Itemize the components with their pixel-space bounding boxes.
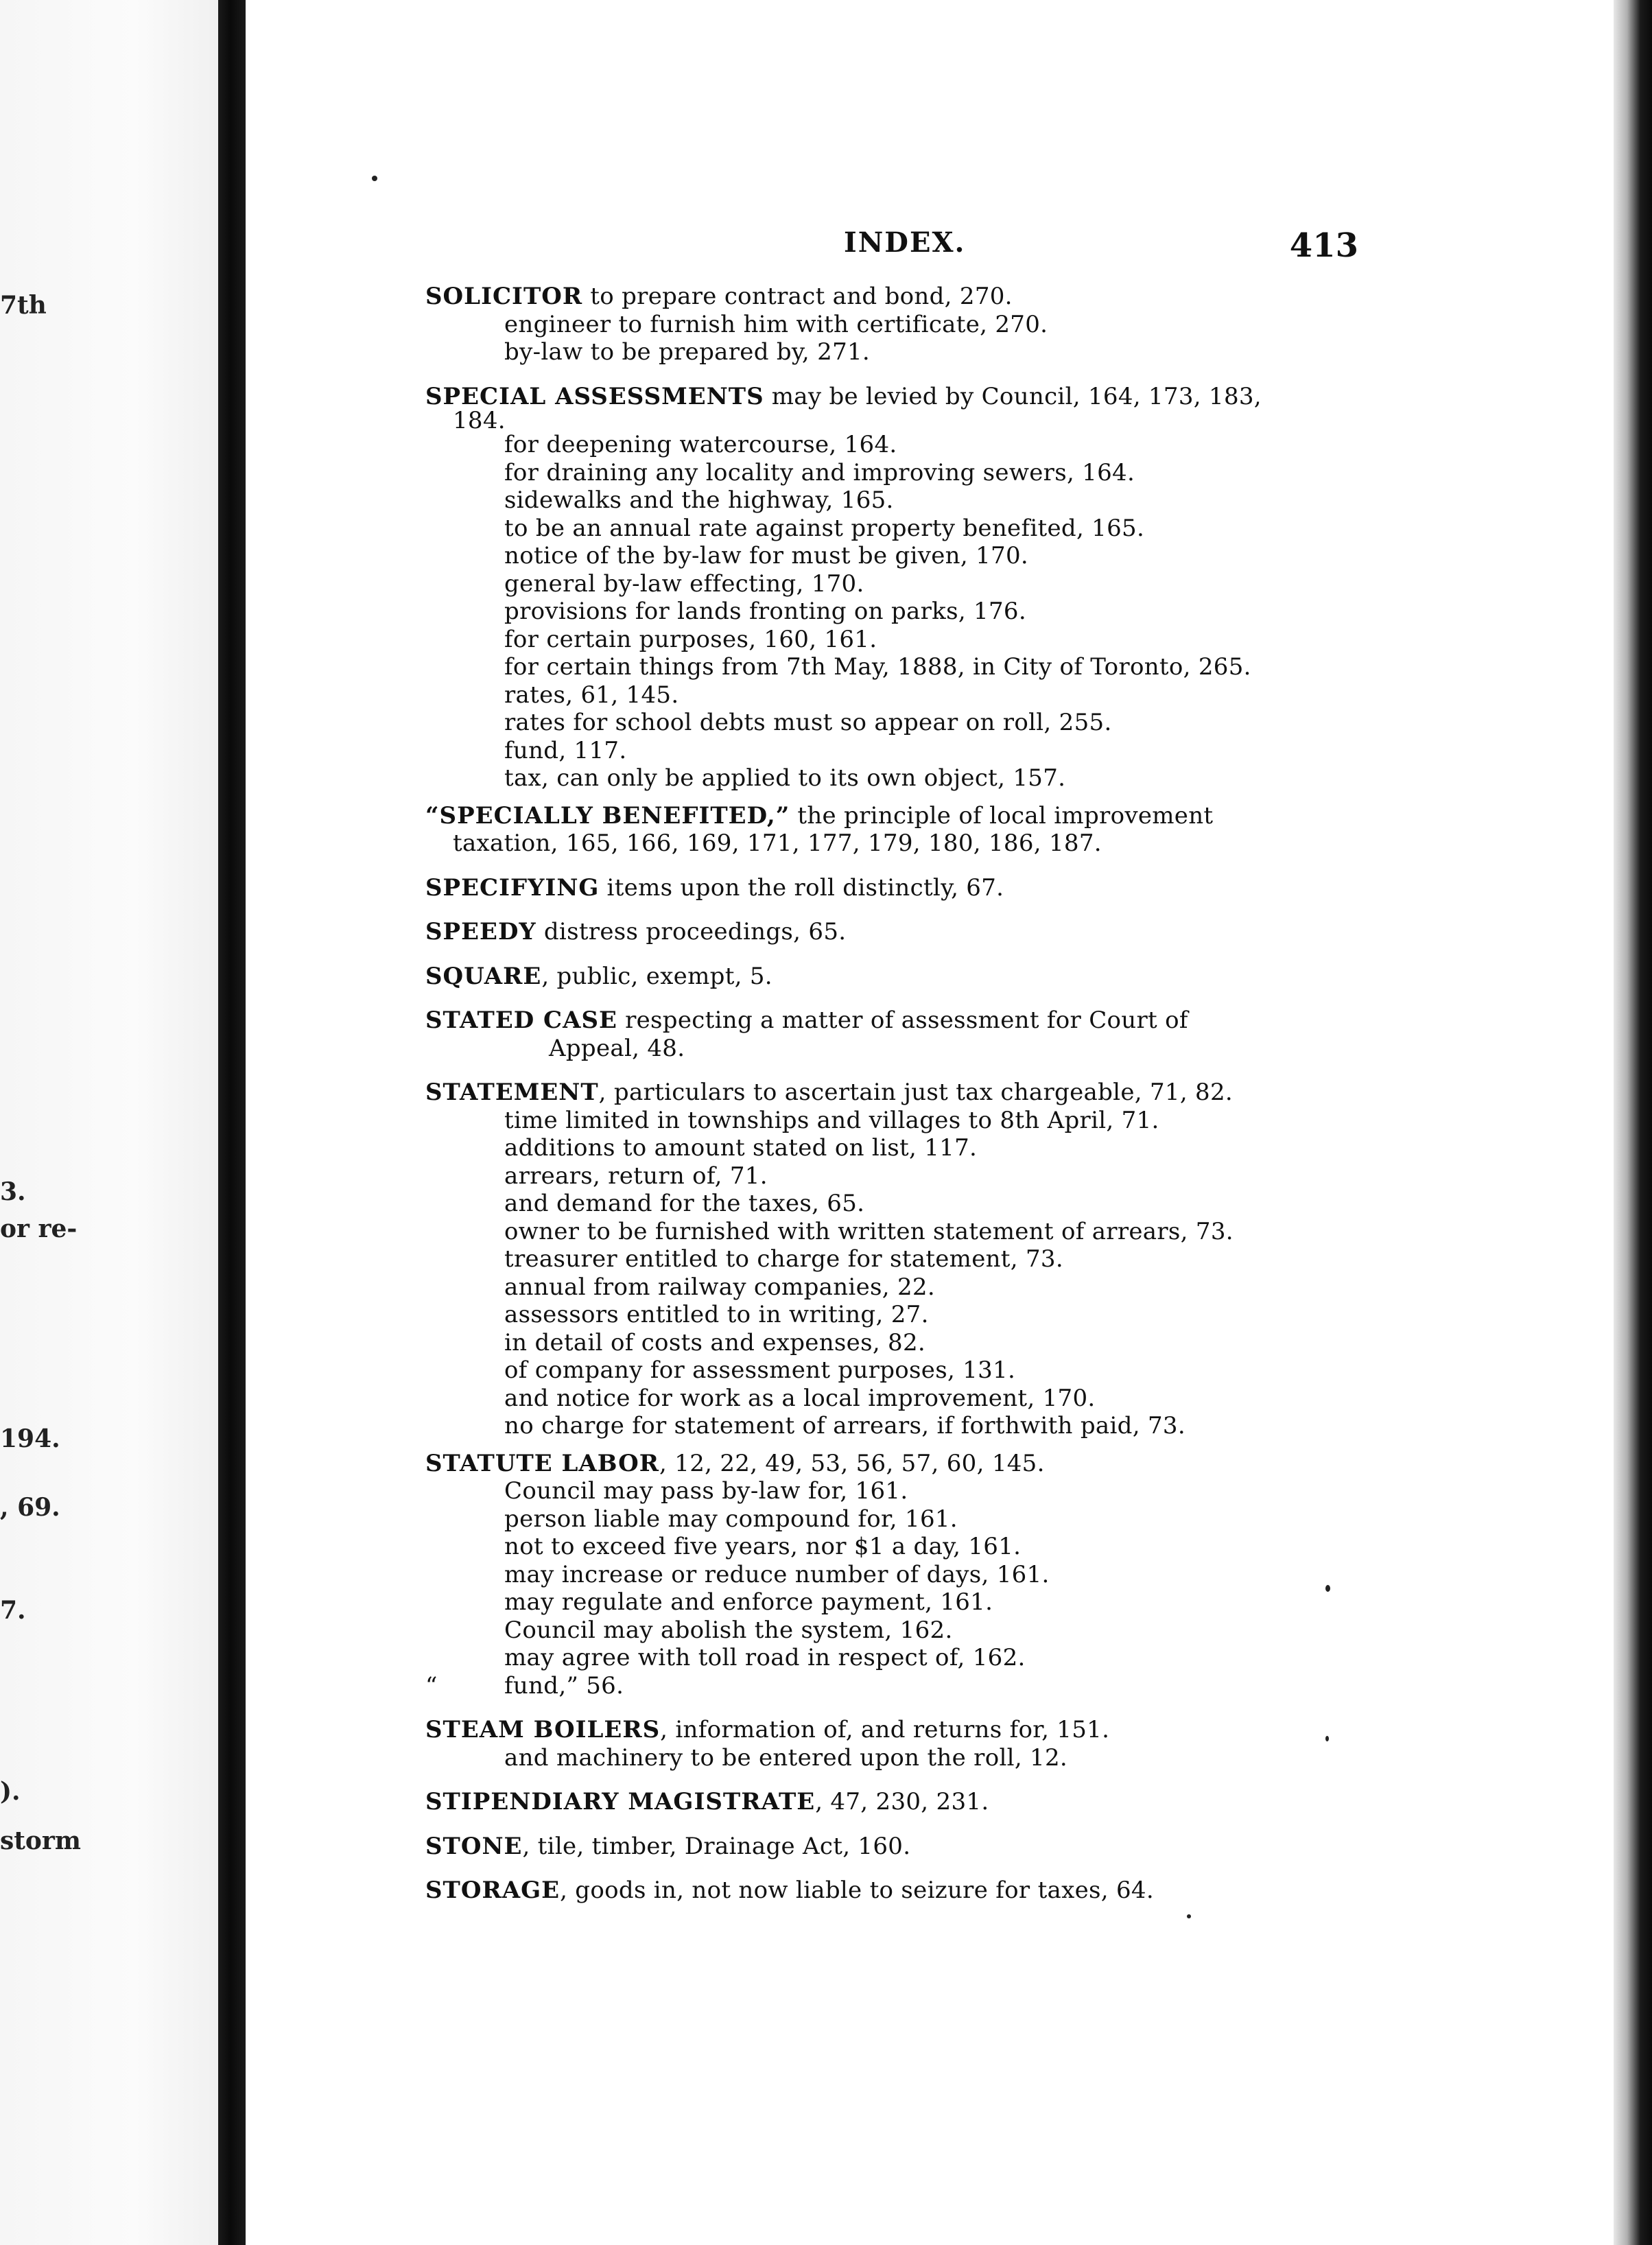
entry-text: distress proceedings, 65. <box>536 918 847 945</box>
entry-subline: may regulate and enforce payment, 161. <box>504 1588 993 1616</box>
entry-headword: STATEMENT <box>425 1079 599 1106</box>
index-entry <box>425 918 1358 946</box>
index-entry <box>425 874 1358 902</box>
entry-subline: annual from railway companies, 22. <box>504 1273 935 1301</box>
index-entry <box>425 963 1358 991</box>
entry-subline: provisions for lands fronting on parks, 176. <box>504 598 1026 625</box>
entry-ditto-line <box>425 1672 1358 1700</box>
entry-headword: STIPENDIARY MAGISTRATE <box>425 1788 816 1815</box>
facing-page-fragment: 7th <box>0 291 47 320</box>
entry-subline: no charge for statement of arrears, if forthwith paid, 73. <box>504 1412 1185 1439</box>
entry-subline: may increase or reduce number of days, 161. <box>504 1560 1050 1588</box>
entry-subline: for certain things from 7th May, 1888, in City of Toronto, 265. <box>504 653 1251 681</box>
entry-subline: may agree with toll road in respect of, 162. <box>504 1644 1026 1671</box>
index-entry <box>425 802 1358 858</box>
header-title: INDEX. <box>844 226 966 259</box>
entry-head-line <box>425 918 1358 946</box>
index-entry <box>425 1007 1358 1062</box>
entry-head-line <box>425 1788 1358 1816</box>
entry-head-line <box>425 383 1358 411</box>
facing-page-fragment: , 69. <box>0 1493 60 1522</box>
entry-text: , information of, and returns for, 151. <box>660 1716 1110 1743</box>
page-number: 413 <box>1289 226 1358 265</box>
entry-headword: STATED CASE <box>425 1007 617 1034</box>
entry-text: the principle of local improvement <box>790 801 1214 830</box>
index-entry <box>425 1450 1358 1700</box>
entry-head-line <box>425 1716 1358 1744</box>
entry-text: , public, exempt, 5. <box>541 962 772 990</box>
entry-subline: and notice for work as a local improvement, 170. <box>504 1384 1096 1412</box>
entry-head-line <box>425 1079 1358 1107</box>
entry-text: , goods in, not now liable to seizure for taxes, 64. <box>560 1877 1154 1904</box>
entry-subline: rates, 61, 145. <box>504 681 679 709</box>
facing-page-fragment: 194. <box>0 1424 60 1453</box>
entry-text: , 47, 230, 231. <box>815 1788 989 1815</box>
entry-head-line <box>425 1007 1358 1035</box>
entry-continuation: 184. <box>453 407 506 434</box>
ditto-text: fund,” 56. <box>504 1671 624 1700</box>
entry-head-line <box>425 283 1358 311</box>
entry-subline: for deepening watercourse, 164. <box>504 431 897 458</box>
entry-subline: for draining any locality and improving sewers, 164. <box>504 458 1135 486</box>
index-entry <box>425 1788 1358 1816</box>
entry-headword: SPECIAL ASSESSMENTS <box>425 382 764 410</box>
entry-subline: for certain purposes, 160, 161. <box>504 625 877 653</box>
entry-subline: arrears, return of, 71. <box>504 1162 768 1190</box>
entry-subline: person liable may compound for, 161. <box>504 1505 958 1533</box>
index-entry <box>425 383 1358 792</box>
facing-page-fragment: storm <box>0 1826 81 1855</box>
entry-subline: tax, can only be applied to its own object, 157. <box>504 764 1066 792</box>
index-entry <box>425 1716 1358 1772</box>
entry-subline: and machinery to be entered upon the roll, 12. <box>504 1743 1068 1772</box>
entry-subline: rates for school debts must so appear on roll, 255. <box>504 709 1112 736</box>
entry-text: respecting a matter of assessment for Court of <box>617 1007 1188 1034</box>
entry-headword: STORAGE <box>425 1877 560 1904</box>
entry-head-line <box>425 1450 1358 1478</box>
index-entry <box>425 1833 1358 1861</box>
entry-headword: STONE <box>425 1832 523 1860</box>
entry-subline: additions to amount stated on list, 117. <box>504 1134 978 1162</box>
entry-subline: treasurer entitled to charge for statement, 73. <box>504 1245 1063 1273</box>
entry-subline: by-law to be prepared by, 271. <box>504 338 871 366</box>
entry-head-line <box>425 802 1358 830</box>
entry-subline: and demand for the taxes, 65. <box>504 1190 865 1217</box>
entry-subline: fund, 117. <box>504 736 627 764</box>
entry-headword: STEAM BOILERS <box>425 1716 661 1743</box>
facing-page-fragment: or re- <box>0 1214 78 1243</box>
index-entry <box>425 283 1358 366</box>
entry-subline: general by-law effecting, 170. <box>504 569 864 598</box>
facing-page-fragment: 3. <box>0 1177 26 1206</box>
entry-headword: STATUTE LABOR <box>425 1449 660 1477</box>
entry-subline: in detail of costs and expenses, 82. <box>504 1328 926 1356</box>
index-entry <box>425 1079 1358 1440</box>
entry-subline: sidewalks and the highway, 165. <box>504 486 894 514</box>
facing-page-margin <box>0 0 226 2245</box>
entry-subline: owner to be furnished with written statement of arrears, 73. <box>504 1217 1234 1245</box>
entry-subline: time limited in townships and villages to 8th April, 71. <box>504 1106 1159 1134</box>
entry-headword: SQUARE <box>425 962 542 990</box>
entry-headword: SPECIFYING <box>425 873 600 902</box>
running-header <box>844 226 1358 268</box>
entry-subline: Council may abolish the system, 162. <box>504 1616 953 1644</box>
entry-subline: Council may pass by-law for, 161. <box>504 1477 908 1505</box>
entry-text: , 12, 22, 49, 53, 56, 57, 60, 145. <box>659 1449 1045 1477</box>
facing-page-fragment: ). <box>0 1777 21 1806</box>
entry-headword: “SPECIALLY BENEFITED,” <box>425 801 790 830</box>
entry-text: , particulars to ascertain just tax chargeable, 71, 82. <box>598 1079 1234 1106</box>
entry-continuation: Appeal, 48. <box>549 1034 685 1062</box>
index-body <box>425 283 1358 1905</box>
entry-headword: SPEEDY <box>425 918 536 945</box>
ditto-mark: “ <box>425 1671 438 1700</box>
scan-speck <box>1187 1914 1191 1918</box>
entry-subline: of company for assessment purposes, 131. <box>504 1356 1016 1384</box>
entry-subline: to be an annual rate against property benefited, 165. <box>504 514 1145 542</box>
entry-subline: assessors entitled to in writing, 27. <box>504 1301 929 1328</box>
entry-text: items upon the roll distinctly, 67. <box>599 873 1004 902</box>
entry-head-line <box>425 1877 1358 1905</box>
entry-subline: not to exceed five years, nor $1 a day, 161. <box>504 1533 1022 1560</box>
entry-text: , tile, timber, Drainage Act, 160. <box>522 1832 911 1860</box>
entry-continuation: taxation, 165, 166, 169, 171, 177, 179, 180, 186, 187. <box>453 830 1102 857</box>
book-gutter-shadow <box>218 0 246 2245</box>
facing-page-fragment: 7. <box>0 1596 26 1625</box>
entry-headword: SOLICITOR <box>425 283 583 310</box>
page-edge-shadow <box>1614 0 1652 2245</box>
entry-head-line <box>425 963 1358 991</box>
entry-head-line <box>425 1833 1358 1861</box>
index-entry <box>425 1877 1358 1905</box>
entry-text: to prepare contract and bond, 270. <box>582 283 1013 310</box>
entry-head-line <box>425 874 1358 902</box>
entry-text: may be levied by Council, 164, 173, 183, <box>764 382 1262 410</box>
entry-subline: engineer to furnish him with certificate, 270. <box>504 310 1048 338</box>
scan-speck <box>372 176 377 181</box>
entry-subline: notice of the by-law for must be given, 170. <box>504 542 1028 569</box>
